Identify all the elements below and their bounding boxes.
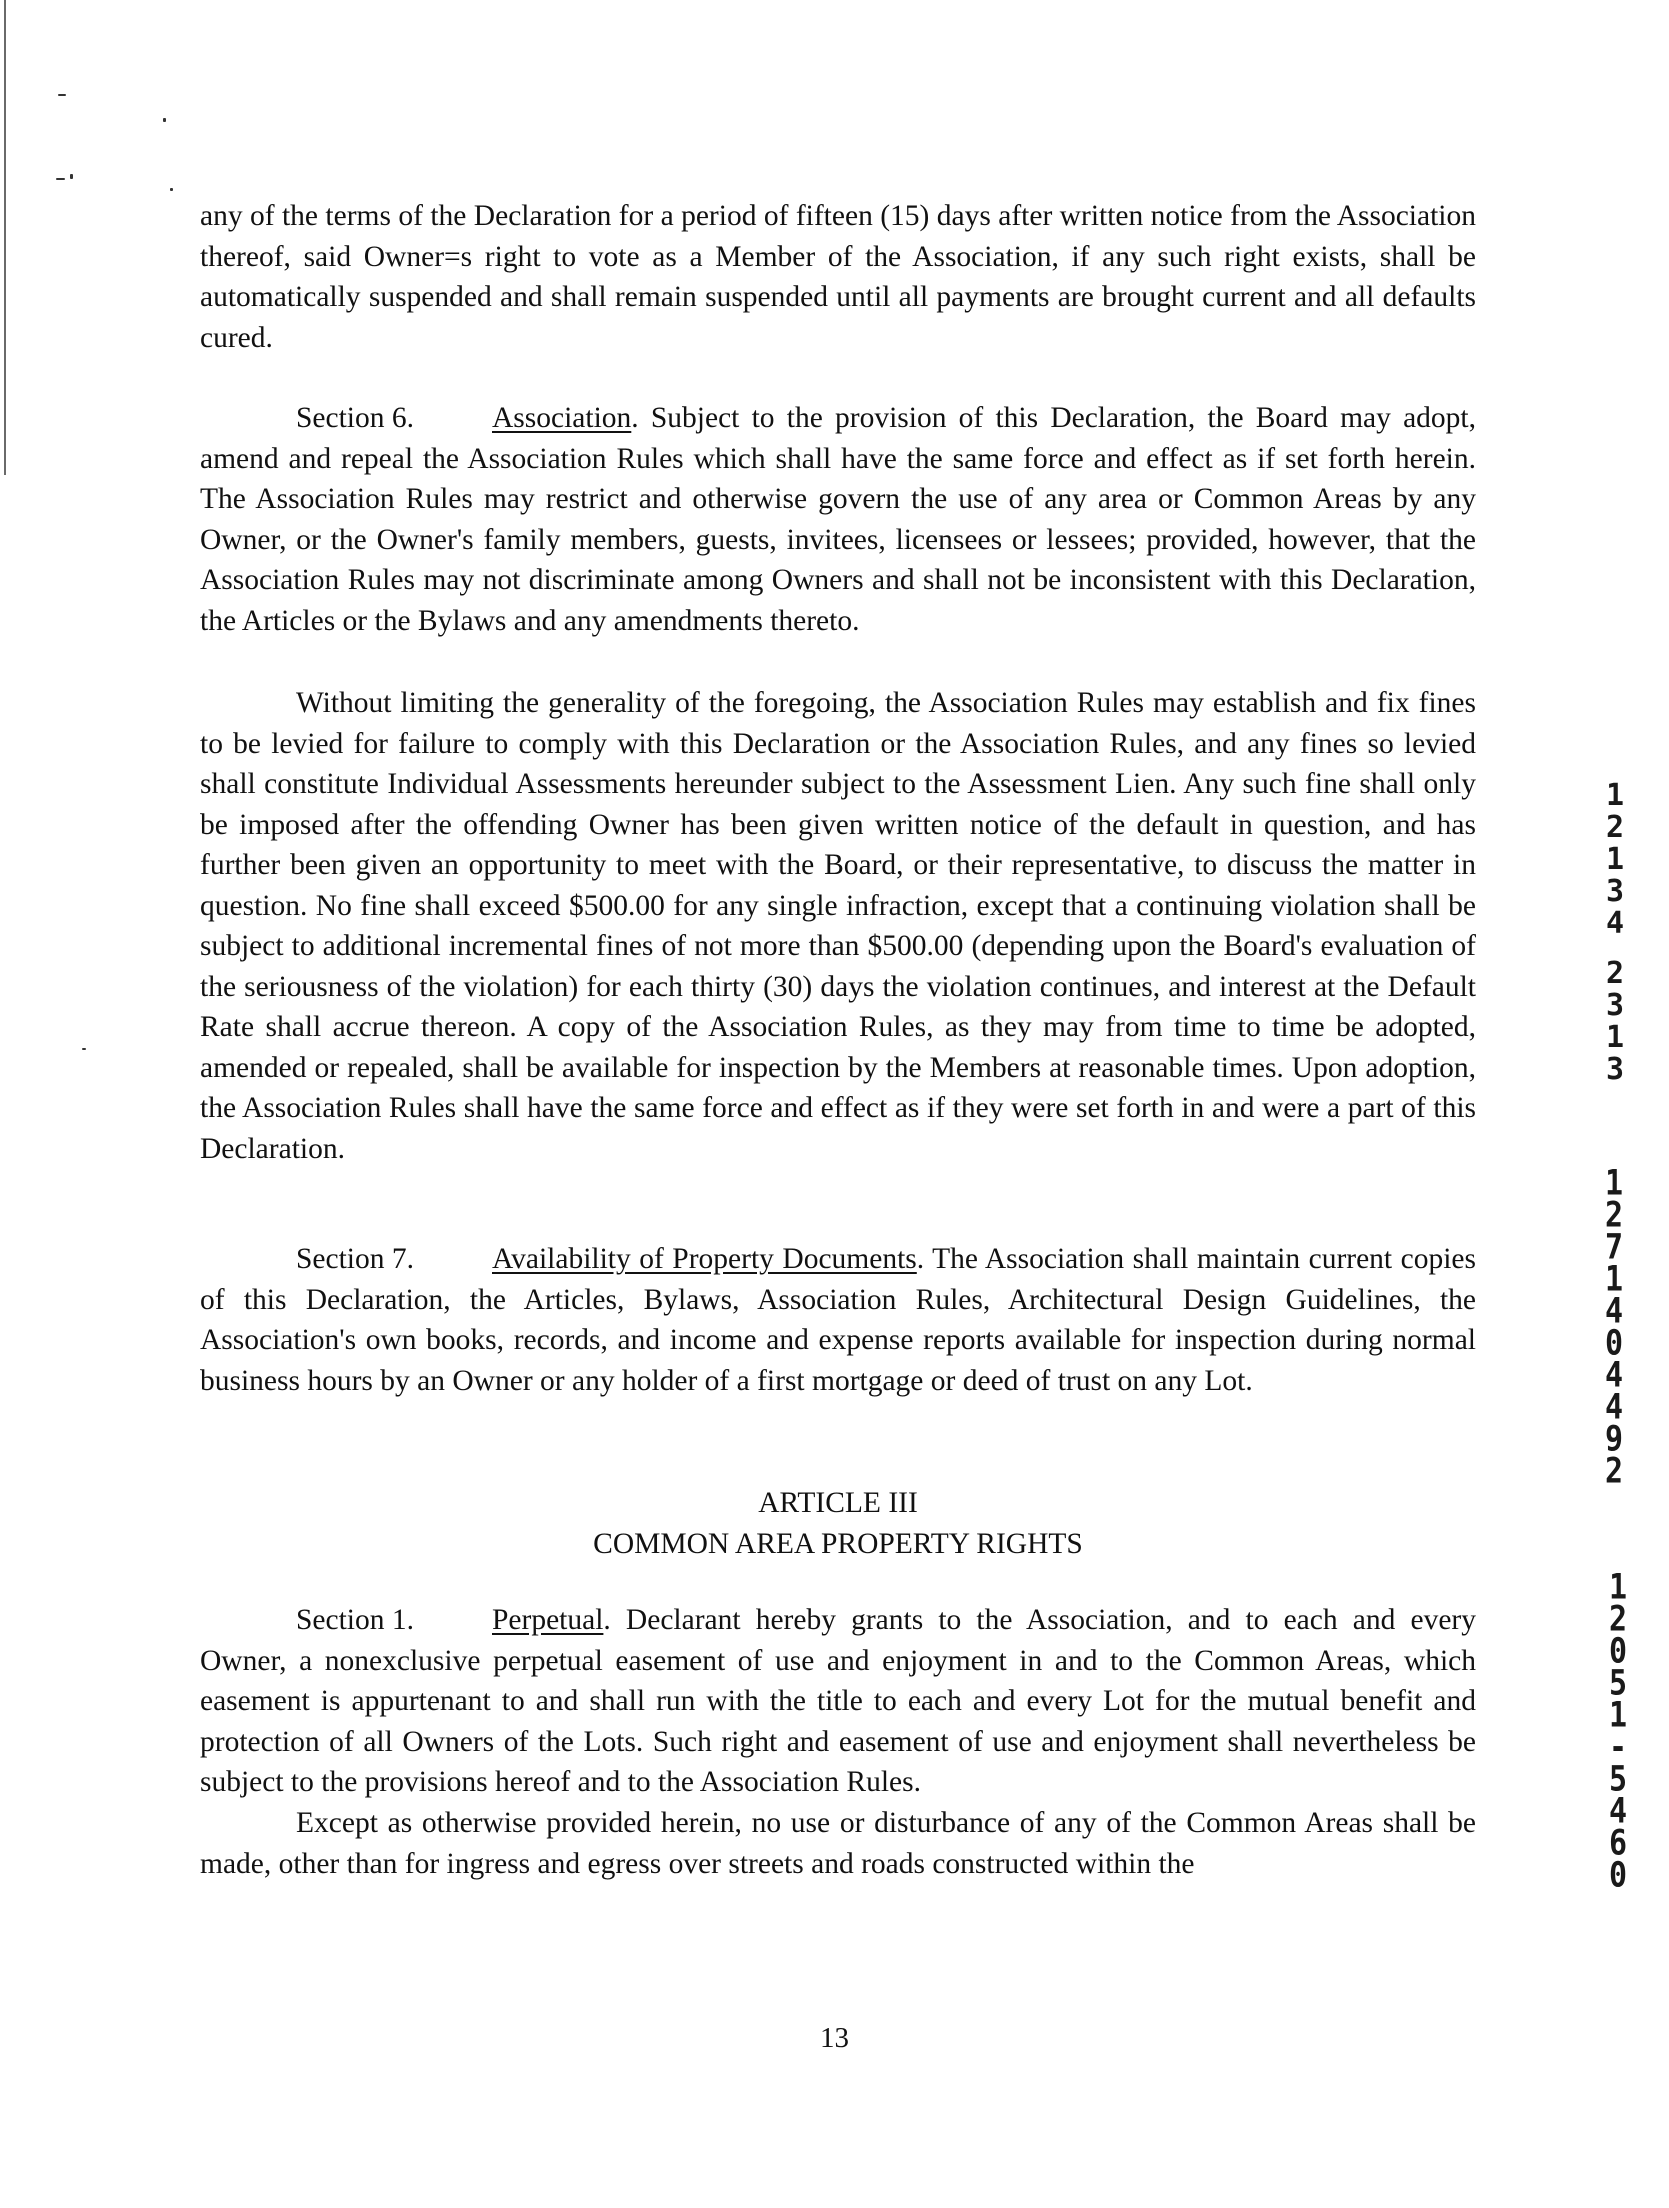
stamp-digit: 0 [1608, 1855, 1626, 1896]
article-heading: COMMON AREA PROPERTY RIGHTS [593, 1528, 1083, 1560]
section-1-title: Perpetual [492, 1604, 604, 1636]
section-6-body: . Subject to the provision of this Declaration, the Board may adopt, amend and repeal the Association Rules which shall have the same force and effect as if set forth herein. The Association Rules may restrict and otherwise govern the use of any area or Common Areas by any Owner, or the Owner's family members, guests, invitees, licensees or lessees; provided, however, that the Association Rules may not discriminate among Owners and shall not be inconsistent with this Declaration, the Articles or the Bylaws and any amendments thereto. [200, 402, 1476, 637]
margin-stamp-column-2 [1593, 1163, 1633, 1492]
stamp-digit: 7 [1604, 1227, 1622, 1268]
final-paragraph: Except as otherwise provided herein, no use or disturbance of any of the Common Areas shall be made, other than for ingress and egress over streets and roads constructed within the [200, 1807, 1476, 1880]
stamp-digit: 4 [1604, 1291, 1622, 1332]
stamp-digit: 9 [1604, 1419, 1622, 1460]
stamp-digit: 4 [1608, 1791, 1626, 1832]
body-text [200, 196, 1476, 358]
stamp-digit: 3 [1605, 1052, 1625, 1087]
stamp-digit: 2 [1608, 1599, 1626, 1640]
section-6-title: Association [492, 402, 632, 434]
section-1-paragraph [200, 1600, 1476, 1803]
section-1-label: Section 1. [296, 1604, 414, 1636]
section-1-body: . Declarant hereby grants to the Association, and to each and every Owner, a nonexclusive perpetual easement of use and enjoyment in and to the Common Areas, which easement is appurtenant to and shall run with the title to each and every Lot for the mutual benefit and protection of all Owners of the Lots. Such right and easement of use and enjoyment shall nevertheless be subject to the provisions hereof and to the Association Rules. [200, 1604, 1476, 1798]
stamp-digit: 4 [1604, 1355, 1622, 1396]
scan-speck [56, 178, 65, 180]
page-number: 13 [820, 2022, 849, 2054]
stamp-digit: 0 [1604, 1323, 1622, 1364]
stamp-digit: 1 [1605, 1020, 1625, 1055]
scan-speck [70, 174, 73, 179]
section-7-body: . The Association shall maintain current copies of this Declaration, the Articles, Bylaws, Association Rules, Architectural Design Guidelines, the Association's own books, records, and income and expense reports available for inspection during normal business hours by an Owner or any holder of a first mortgage or deed of trust on any Lot. [200, 1243, 1477, 1397]
stamp-digit: 2 [1604, 1451, 1622, 1492]
stamp-digit: 3 [1605, 874, 1625, 909]
fines-paragraph: Without limiting the generality of the foregoing, the Association Rules may establish and fix fines to be levied for failure to comply with this Declaration or the Association Rules, and any fines so levied shall constitute Individual Assessments hereunder subject to the Assessment Lien. Any such fine shall only be imposed after the offending Owner has been given written notice of the default in question, and has further been given an opportunity to meet with the Board, or their representative, to discuss the matter in question. No fine shall exceed $500.00 for any single infraction, except that a continuing violation shall be subject to additional incremental fines of not more than $500.00 (depending upon the Board's evaluation of the seriousness of the violation) for each thirty (30) days the violation continues, and interest at the Default Rate shall accrue thereon. A copy of the Association Rules, as they may from time to time be adopted, amended or repealed, shall be available for inspection by the Members at reasonable times. Upon adoption, the Association Rules shall have the same force and effect as if they were set forth in and were a part of this Declaration. [200, 687, 1476, 1165]
stamp-digit: 1 [1604, 1259, 1622, 1300]
stamp-digit: 6 [1608, 1823, 1626, 1864]
stamp-digit: 4 [1604, 1387, 1622, 1428]
section-7-label: Section 7. [296, 1243, 414, 1275]
stamp-digit: 1 [1608, 1695, 1626, 1736]
section-6-label: Section 6. [296, 402, 414, 434]
final-section [200, 1803, 1476, 1884]
scan-margin-line [4, 0, 6, 475]
section-6 [200, 398, 1476, 641]
scan-speck [163, 118, 166, 122]
stamp-digit: - [1608, 1727, 1626, 1768]
stamp-digit: 4 [1605, 906, 1625, 941]
stamp-digit: 1 [1604, 1163, 1622, 1204]
stamp-digit: 2 [1604, 1195, 1622, 1236]
margin-stamp-column-1 [1595, 780, 1635, 1086]
scan-speck [82, 1048, 86, 1050]
continuation-paragraph: any of the terms of the Declaration for a period of fifteen (15) days after written notice from the Association thereof, said Owner=s right to vote as a Member of the Association, if any such right exists, shall be automatically suspended and shall remain suspended until all payments are brought current and all defaults cured. [200, 200, 1476, 354]
stamp-digit: 2 [1605, 810, 1625, 845]
stamp-digit: 1 [1605, 778, 1625, 813]
stamp-digit: 5 [1608, 1663, 1626, 1704]
section-6-paragraph [200, 398, 1476, 641]
stamp-digit: 1 [1608, 1567, 1626, 1608]
stamp-digit: 0 [1608, 1631, 1626, 1672]
stamp-digit: 5 [1608, 1759, 1626, 1800]
stamp-digit: 1 [1605, 842, 1625, 877]
article-3-section-1 [200, 1600, 1476, 1803]
stamp-digit: 2 [1605, 956, 1625, 991]
margin-stamp-column-3 [1597, 1567, 1637, 1896]
section-7 [200, 1239, 1476, 1401]
section-7-title: Availability of Property Documents [492, 1243, 917, 1275]
scan-speck [170, 188, 173, 191]
section-7-paragraph [200, 1239, 1476, 1401]
fines-section [200, 683, 1476, 1169]
stamp-digit: 3 [1605, 988, 1625, 1023]
article-number: ARTICLE III [758, 1487, 918, 1519]
scan-speck [58, 94, 66, 96]
